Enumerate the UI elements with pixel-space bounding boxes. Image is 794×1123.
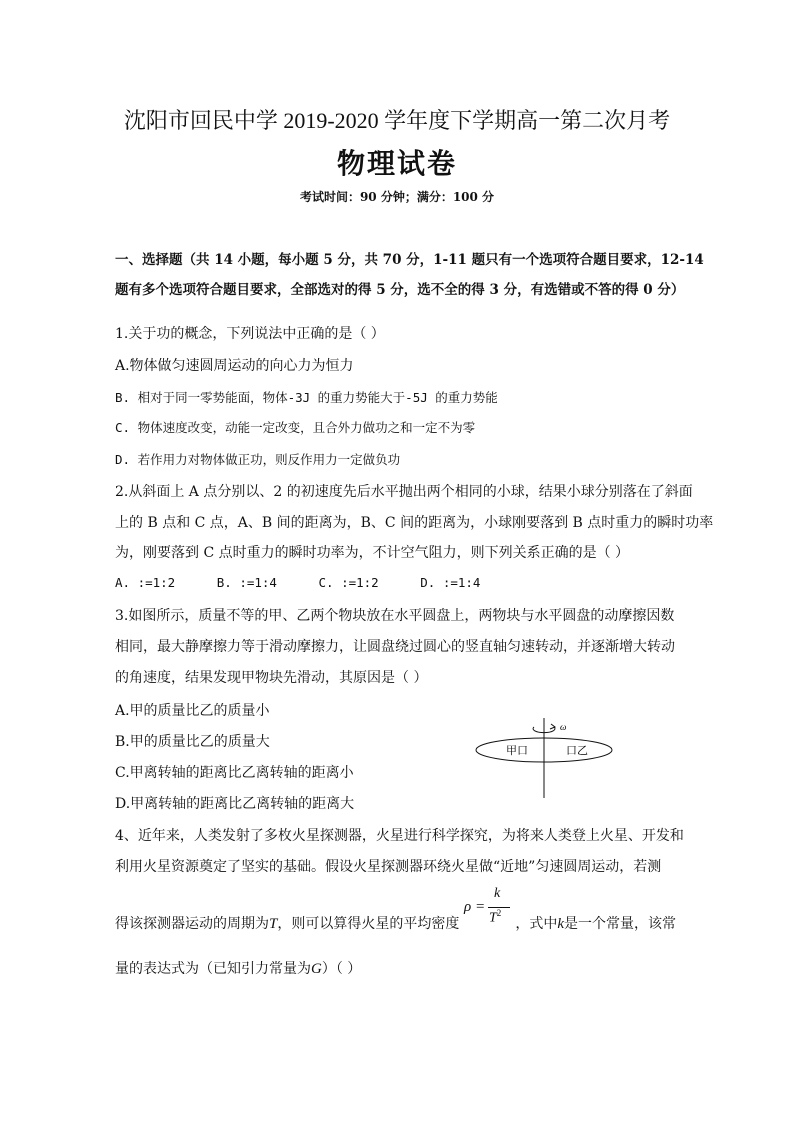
q1-option-b: B. 相对于同一零势能面，物体-3J 的重力势能大于-5J 的重力势能 (115, 390, 498, 405)
block-yi-label: 口乙 (566, 744, 588, 757)
q4-line-3-part-a: 得该探测器运动的周期为 (115, 916, 269, 932)
q3-option-a: A.甲的质量比乙的质量小 (115, 703, 270, 719)
exam-title: 沈阳市回民中学 2019-2020 学年度下学期高一第二次月考 (123, 108, 671, 133)
q1-option-c: C. 物体速度改变，动能一定改变，且合外力做功之和一定不为零 (115, 420, 476, 435)
q4-line-2: 利用火星资源奠定了坚实的基础。假设火星探测器环绕火星做“近地”匀速圆周运动，若测 (115, 859, 662, 875)
q4-line-4-part-b: ）（ ） (321, 961, 362, 977)
density-formula (464, 886, 520, 930)
section-line-1: 一、选择题（共 14 小题，每小题 5 分，共 70 分，1-11 题只有一个选项符合题目要求，12-14 (115, 252, 704, 268)
q4-line-4-part-a: 量的表达式为（已知引力常量为 (115, 961, 311, 977)
q2-option-b: B. :=1:4 (216, 575, 277, 590)
period-symbol: T (269, 916, 278, 932)
fraction-denominator (489, 908, 501, 927)
q3-line-2: 相同，最大静摩擦力等于滑动摩擦力，让圆盘绕过圆心的竖直轴匀速转动，并逐渐增大转动 (115, 639, 675, 655)
q2-line-2: 上的 B 点和 C 点，A、B 间的距离为，B、C 间的距离为，小球刚要落到 B 点时重力的瞬时功率 (115, 515, 714, 531)
section-instruction (115, 245, 704, 305)
q4-line-1: 4、近年来，人类发射了多枚火星探测器，火星进行科学探究，为将来人类登上火星、开发和 (115, 828, 684, 844)
subject-title: 物理试卷 (336, 147, 457, 180)
fraction-numerator: k (494, 886, 501, 901)
q2-option-d: D. :=1:4 (420, 575, 481, 590)
omega-label: ω (560, 722, 567, 732)
q4-line-3-part-d: 是一个常量，该常 (564, 916, 677, 932)
q4-line-3-part-b: ，则可以算得火星的平均密度 (277, 916, 460, 932)
q1-option-a: A.物体做匀速圆周运动的向心力为恒力 (115, 358, 354, 374)
exam-meta: 考试时间：90 分钟；满分：100 分 (299, 190, 495, 204)
section-line-2: 题有多个选项符合题目要求，全部选对的得 5 分，选不全的得 3 分，有选错或不答的得 0 分） (115, 282, 685, 298)
q2-line-1: 2.从斜面上 A 点分别以、2 的初速度先后水平抛出两个相同的小球，结果小球分别落在了斜面 (115, 484, 693, 500)
rotation-arrowhead (550, 724, 555, 729)
q2-line-3: 为，刚要落到 C 点时重力的瞬时功率为，不计空气阻力，则下列关系正确的是（ ） (115, 545, 630, 561)
denominator-T: T (489, 910, 497, 926)
q1-option-d: D. 若作用力对物体做正功，则反作用力一定做负功 (115, 452, 401, 467)
q2-options (115, 575, 685, 590)
q4-line-3 (115, 910, 685, 933)
q4-line-3-part-c: ，式中 (515, 916, 558, 932)
block-jia-label: 甲口 (506, 744, 528, 757)
rho-symbol: ρ (464, 899, 472, 915)
denominator-exponent: 2 (496, 908, 502, 918)
q2-option-c: C. :=1:2 (318, 575, 379, 590)
q3-option-b: B.甲的质量比乙的质量大 (115, 734, 270, 750)
q4-line-4 (115, 958, 685, 978)
constant-k-symbol: k (557, 916, 565, 932)
equals-sign: = (476, 899, 485, 915)
rotating-disc-figure (474, 718, 624, 808)
q1-stem: 1.关于功的概念，下列说法中正确的是（ ） (115, 326, 385, 342)
q3-line-1: 3.如图所示，质量不等的甲、乙两个物块放在水平圆盘上，两物块与水平圆盘的动摩擦因数 (115, 608, 675, 624)
q2-option-a: A. :=1:2 (115, 575, 176, 590)
q3-line-3: 的角速度，结果发现甲物块先滑动，其原因是（ ） (115, 670, 428, 686)
gravitational-constant-symbol: G (311, 961, 322, 977)
q3-option-d: D.甲离转轴的距离比乙离转轴的距离大 (115, 796, 355, 812)
q3-option-c: C.甲离转轴的距离比乙离转轴的距离小 (115, 765, 354, 781)
